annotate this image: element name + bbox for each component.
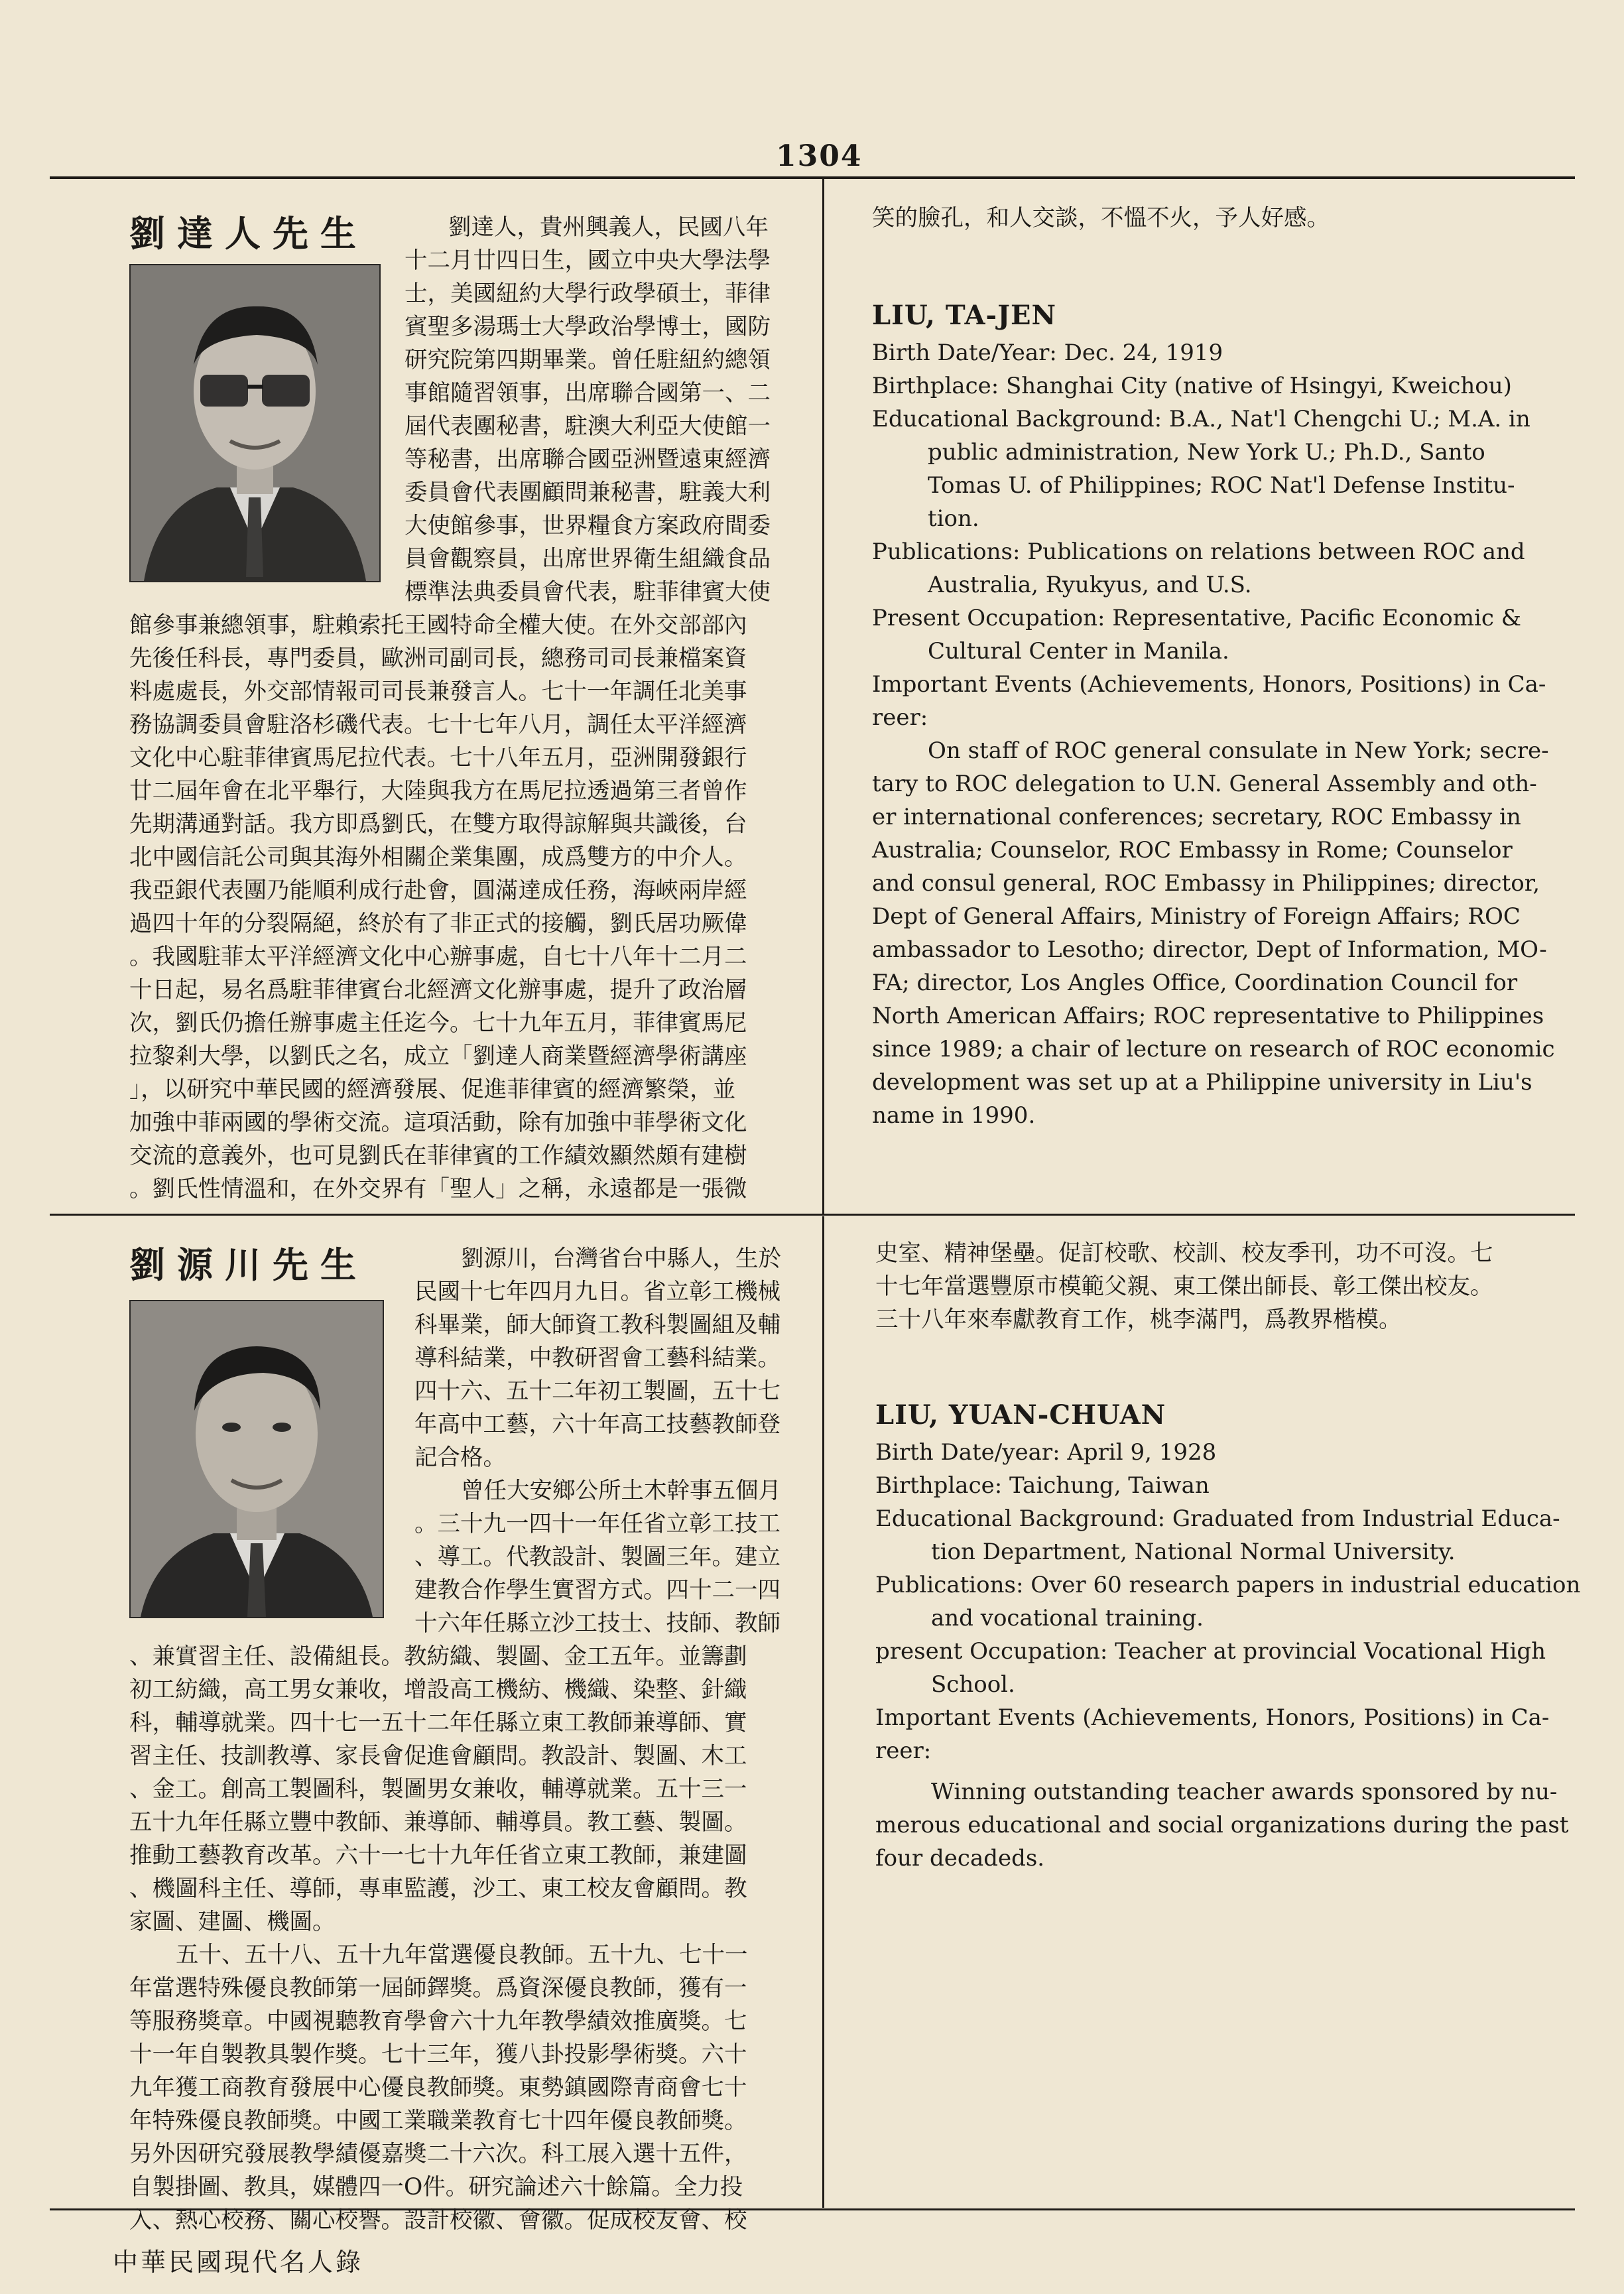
- entry1-english-bio: [872, 336, 1555, 1132]
- text-line: 次，劉氏仍擔任辦事處主任迄今。七十九年五月，菲律賓馬尼: [129, 1010, 747, 1037]
- entry2-chinese-name: 劉源川先生: [129, 1243, 368, 1286]
- text-line: 史室、精神堡壘。促訂校歌、校訓、校友季刊，功不可沒。七: [875, 1240, 1493, 1267]
- text-line: 年高中工藝，六十年高工技藝教師登: [414, 1411, 781, 1438]
- text-line: 十七年當選豐原市模範父親、東工傑出師長、彰工傑出校友。: [875, 1273, 1493, 1300]
- text-line: 十六年任縣立沙工技士、技師、教師: [414, 1610, 781, 1637]
- text-line: 、兼實習主任、設備組長。教紡織、製圖、金工五年。並籌劃: [129, 1643, 747, 1670]
- text-line: 家圖、建圖、機圖。: [129, 1909, 336, 1935]
- page-number: 1304: [776, 139, 863, 173]
- text-line: 十一年自製教具製作獎。七十三年，獲八卦投影學術獎。六十: [129, 2041, 747, 2068]
- text-line: 研究院第四期畢業。曾任駐紐約總領: [405, 347, 771, 373]
- text-line: North American Affairs; ROC representative to Philippines: [872, 1003, 1544, 1029]
- text-line: Birthplace: Shanghai City (native of Hsingyi, Kweichou): [872, 373, 1512, 399]
- entry2-chinese-bio-continued: [875, 1237, 1493, 1336]
- text-line: 拉黎剎大學，以劉氏之名，成立「劉達人商業暨經濟學術講座: [129, 1043, 747, 1070]
- text-line: 委員會代表團顧問兼秘書，駐義大利: [405, 479, 771, 506]
- book-title-footer: 中華民國現代名人錄: [113, 2248, 364, 2277]
- text-line: 、金工。創高工製圖科，製圖男女兼收，輔導就業。五十三一: [129, 1776, 747, 1803]
- text-line: Australia, Ryukyus, and U.S.: [928, 572, 1252, 598]
- text-line: 。三十九一四十一年任省立彰工技工: [414, 1511, 781, 1537]
- entry2-chinese-bio-full: [129, 1640, 748, 2237]
- text-line: Australia; Counselor, ROC Embassy in Rome; Counselor: [872, 837, 1513, 863]
- text-line: Publications: Over 60 research papers in industrial education: [875, 1572, 1581, 1598]
- text-line: 劉達人，貴州興義人，民國八年: [448, 214, 769, 241]
- text-line: Birthplace: Taichung, Taiwan: [875, 1472, 1210, 1499]
- text-line: 等秘書，出席聯合國亞洲暨遠東經濟: [405, 446, 771, 473]
- text-line: present Occupation: Teacher at provincial Vocational High: [875, 1638, 1546, 1665]
- text-line: 。劉氏性情溫和，在外交界有「聖人」之稱，永遠都是一張微: [129, 1176, 747, 1202]
- text-line: ambassador to Lesotho; director, Dept of Information, MO-: [872, 936, 1547, 963]
- text-line: Tomas U. of Philippines; ROC Nat'l Defense Institu-: [928, 472, 1515, 499]
- text-line: public administration, New York U.; Ph.D., Santo: [928, 439, 1485, 466]
- text-line: 先期溝通對話。我方即爲劉氏，在雙方取得諒解與共識後，台: [129, 811, 747, 838]
- text-line: Educational Background: Graduated from Industrial Educa-: [875, 1505, 1560, 1532]
- text-line: Birth Date/year: April 9, 1928: [875, 1439, 1217, 1466]
- text-line: 大使館參事，世界糧食方案政府間委: [405, 513, 771, 539]
- text-line: Publications: Publications on relations between ROC and: [872, 539, 1525, 565]
- text-line: 務協調委員會駐洛杉磯代表。七十七年八月，調任太平洋經濟: [129, 712, 747, 738]
- text-line: er international conferences; secretary, ROC Embassy in: [872, 804, 1521, 830]
- entry1-chinese-bio-top: [405, 211, 771, 609]
- entry1-chinese-bio-continued: 笑的臉孔，和人交談，不慍不火，予人好感。: [872, 205, 1330, 231]
- text-line: 民國十七年四月九日。省立彰工機械: [414, 1279, 781, 1305]
- text-line: 屆代表團秘書，駐澳大利亞大使館一: [405, 413, 771, 440]
- text-line: 十日起，易名爲駐菲律賓台北經濟文化辦事處，提升了政治層: [129, 977, 747, 1003]
- text-line: 劉源川，台灣省台中縣人，生於: [461, 1245, 781, 1272]
- entry1-portrait-photo: [129, 264, 381, 582]
- text-line: Present Occupation: Representative, Pacific Economic &: [872, 605, 1521, 631]
- text-line: 另外因研究發展教學績優嘉獎二十六次。科工展入選十五件，: [129, 2141, 747, 2167]
- text-line: 加強中菲兩國的學術交流。這項活動，除有加強中菲學術文化: [129, 1110, 747, 1136]
- entry1-chinese-name: 劉達人先生: [129, 212, 368, 255]
- text-line: Important Events (Achievements, Honors, Positions) in Ca-: [872, 671, 1546, 698]
- text-line: merous educational and social organizations during the past: [875, 1812, 1569, 1838]
- text-line: 入、熱心校務、關心校譽。設計校徽、會徽。促成校友會、校: [129, 2207, 747, 2234]
- text-line: 科，輔導就業。四十七一五十二年任縣立東工教師兼導師、實: [129, 1710, 747, 1736]
- text-line: 記合格。: [414, 1444, 506, 1471]
- text-line: 、導工。代教設計、製圖三年。建立: [414, 1544, 781, 1570]
- text-line: 員會觀察員，出席世界衛生組織食品: [405, 546, 771, 572]
- text-line: 導科結業，中教研習會工藝科結業。: [414, 1345, 781, 1371]
- text-line: 十二月廿四日生，國立中央大學法學: [405, 247, 771, 274]
- text-line: Important Events (Achievements, Honors, Positions) in Ca-: [875, 1704, 1550, 1731]
- entry2-portrait-photo: [129, 1300, 384, 1618]
- text-line: 事館隨習領事，出席聯合國第一、二: [405, 380, 771, 407]
- text-line: and vocational training.: [931, 1605, 1204, 1631]
- text-line: 初工紡織，高工男女兼收，增設高工機紡、機織、染整、針織: [129, 1677, 747, 1703]
- entry1-english-name: LIU, TA-JEN: [872, 300, 1057, 331]
- text-line: Dept of General Affairs, Ministry of Foreign Affairs; ROC: [872, 903, 1521, 930]
- text-line: tary to ROC delegation to U.N. General Assembly and oth-: [872, 771, 1537, 797]
- text-line: Birth Date/Year: Dec. 24, 1919: [872, 340, 1223, 366]
- text-line: 五十、五十八、五十九年當選優良教師。五十九、七十一: [176, 1942, 748, 1968]
- text-line: 推動工藝教育改革。六十一七十九年任省立東工教師，兼建圖: [129, 1842, 747, 1869]
- text-line: 館參事兼總領事，駐賴索托王國特命全權大使。在外交部部內: [129, 612, 747, 639]
- entry2-english-bio: [875, 1436, 1580, 1875]
- text-line: 三十八年來奉獻教育工作，桃李滿門，爲教界楷模。: [875, 1306, 1402, 1333]
- text-line: 廿二屆年會在北平舉行，大陸與我方在馬尼拉透過第三者曾作: [129, 778, 747, 804]
- middle-rule: [50, 1214, 1575, 1216]
- text-line: On staff of ROC general consulate in New York; secre-: [928, 737, 1549, 764]
- text-line: 建教合作學生實習方式。四十二一四: [414, 1577, 781, 1604]
- text-line: name in 1990.: [872, 1102, 1036, 1129]
- text-line: 賓聖多湯瑪士大學政治學博士，國防: [405, 314, 771, 340]
- text-line: 文化中心駐菲律賓馬尼拉代表。七十八年五月，亞洲開發銀行: [129, 745, 747, 771]
- text-line: four decadeds.: [875, 1845, 1045, 1872]
- text-line: 交流的意義外，也可見劉氏在菲律賓的工作績效顯然頗有建樹: [129, 1143, 747, 1169]
- text-line: 」，以研究中華民國的經濟發展、促進菲律賓的經濟繁榮，並: [129, 1076, 736, 1103]
- entry1-chinese-bio-full: [129, 609, 747, 1206]
- text-line: 自製掛圖、教具，媒體四一O件。研究論述六十餘篇。全力投: [129, 2174, 743, 2200]
- man-portrait-icon: [131, 1301, 383, 1617]
- man-portrait-icon: [131, 265, 379, 581]
- text-line: 士，美國紐約大學行政學碩士，菲律: [405, 281, 771, 307]
- entry2-chinese-bio-top: [414, 1242, 781, 1640]
- text-line: 等服務獎章。中國視聽教育學會六十九年教學績效推廣獎。七: [129, 2008, 747, 2035]
- text-line: and consul general, ROC Embassy in Philippines; director,: [872, 870, 1540, 897]
- text-line: tion.: [928, 505, 979, 532]
- text-line: School.: [931, 1671, 1015, 1698]
- text-line: 九年獲工商教育發展中心優良教師獎。東勢鎮國際青商會七十: [129, 2074, 747, 2101]
- text-line: 習主任、技訓教導、家長會促進會顧問。教設計、製圖、木工: [129, 1743, 747, 1769]
- text-line: Cultural Center in Manila.: [928, 638, 1229, 665]
- text-line: 曾任大安鄉公所土木幹事五個月: [461, 1478, 781, 1504]
- text-line: 過四十年的分裂隔絕，終於有了非正式的接觸，劉氏居功厥偉: [129, 911, 747, 937]
- entry2-english-name: LIU, YUAN-CHUAN: [875, 1399, 1166, 1431]
- text-line: tion Department, National Normal University.: [931, 1539, 1456, 1565]
- text-line: 年當選特殊優良教師第一屆師鐸獎。爲資深優良教師，獲有一: [129, 1975, 747, 2002]
- text-line: 、機圖科主任、導師，專車監護，沙工、東工校友會顧問。教: [129, 1876, 747, 1902]
- text-line: 料處處長，外交部情報司司長兼發言人。七十一年調任北美事: [129, 678, 747, 705]
- column-divider-lower: [822, 1216, 824, 2208]
- text-line: reer:: [872, 704, 928, 731]
- text-line: 。我國駐菲太平洋經濟文化中心辦事處，自七十八年十二月二: [129, 944, 747, 970]
- text-line: 五十九年任縣立豐中教師、兼導師、輔導員。教工藝、製圖。: [129, 1809, 747, 1836]
- text-line: 科畢業，師大師資工教科製圖組及輔: [414, 1312, 781, 1338]
- text-line: 標準法典委員會代表，駐菲律賓大使: [405, 579, 771, 605]
- text-line: 我亞銀代表團乃能順利成行赴會，圓滿達成任務，海峽兩岸經: [129, 877, 747, 904]
- text-line: FA; director, Los Angles Office, Coordination Council for: [872, 970, 1518, 996]
- text-line: Winning outstanding teacher awards sponsored by nu-: [931, 1779, 1558, 1805]
- text-line: reer:: [875, 1738, 932, 1764]
- text-line: 北中國信託公司與其海外相關企業集團，成爲雙方的中介人。: [129, 844, 747, 871]
- top-rule: [50, 176, 1575, 179]
- text-line: 先後任科長，專門委員，歐洲司副司長，總務司司長兼檔案資: [129, 645, 747, 672]
- text-line: since 1989; a chair of lecture on research of ROC economic: [872, 1036, 1555, 1062]
- text-line: 年特殊優良教師獎。中國工業職業教育七十四年優良教師獎。: [129, 2108, 747, 2134]
- text-line: Educational Background: B.A., Nat'l Chengchi U.; M.A. in: [872, 406, 1530, 432]
- text-line: development was set up at a Philippine university in Liu's: [872, 1069, 1532, 1096]
- text-line: 四十六、五十二年初工製圖，五十七: [414, 1378, 781, 1405]
- column-divider-upper: [822, 179, 824, 1214]
